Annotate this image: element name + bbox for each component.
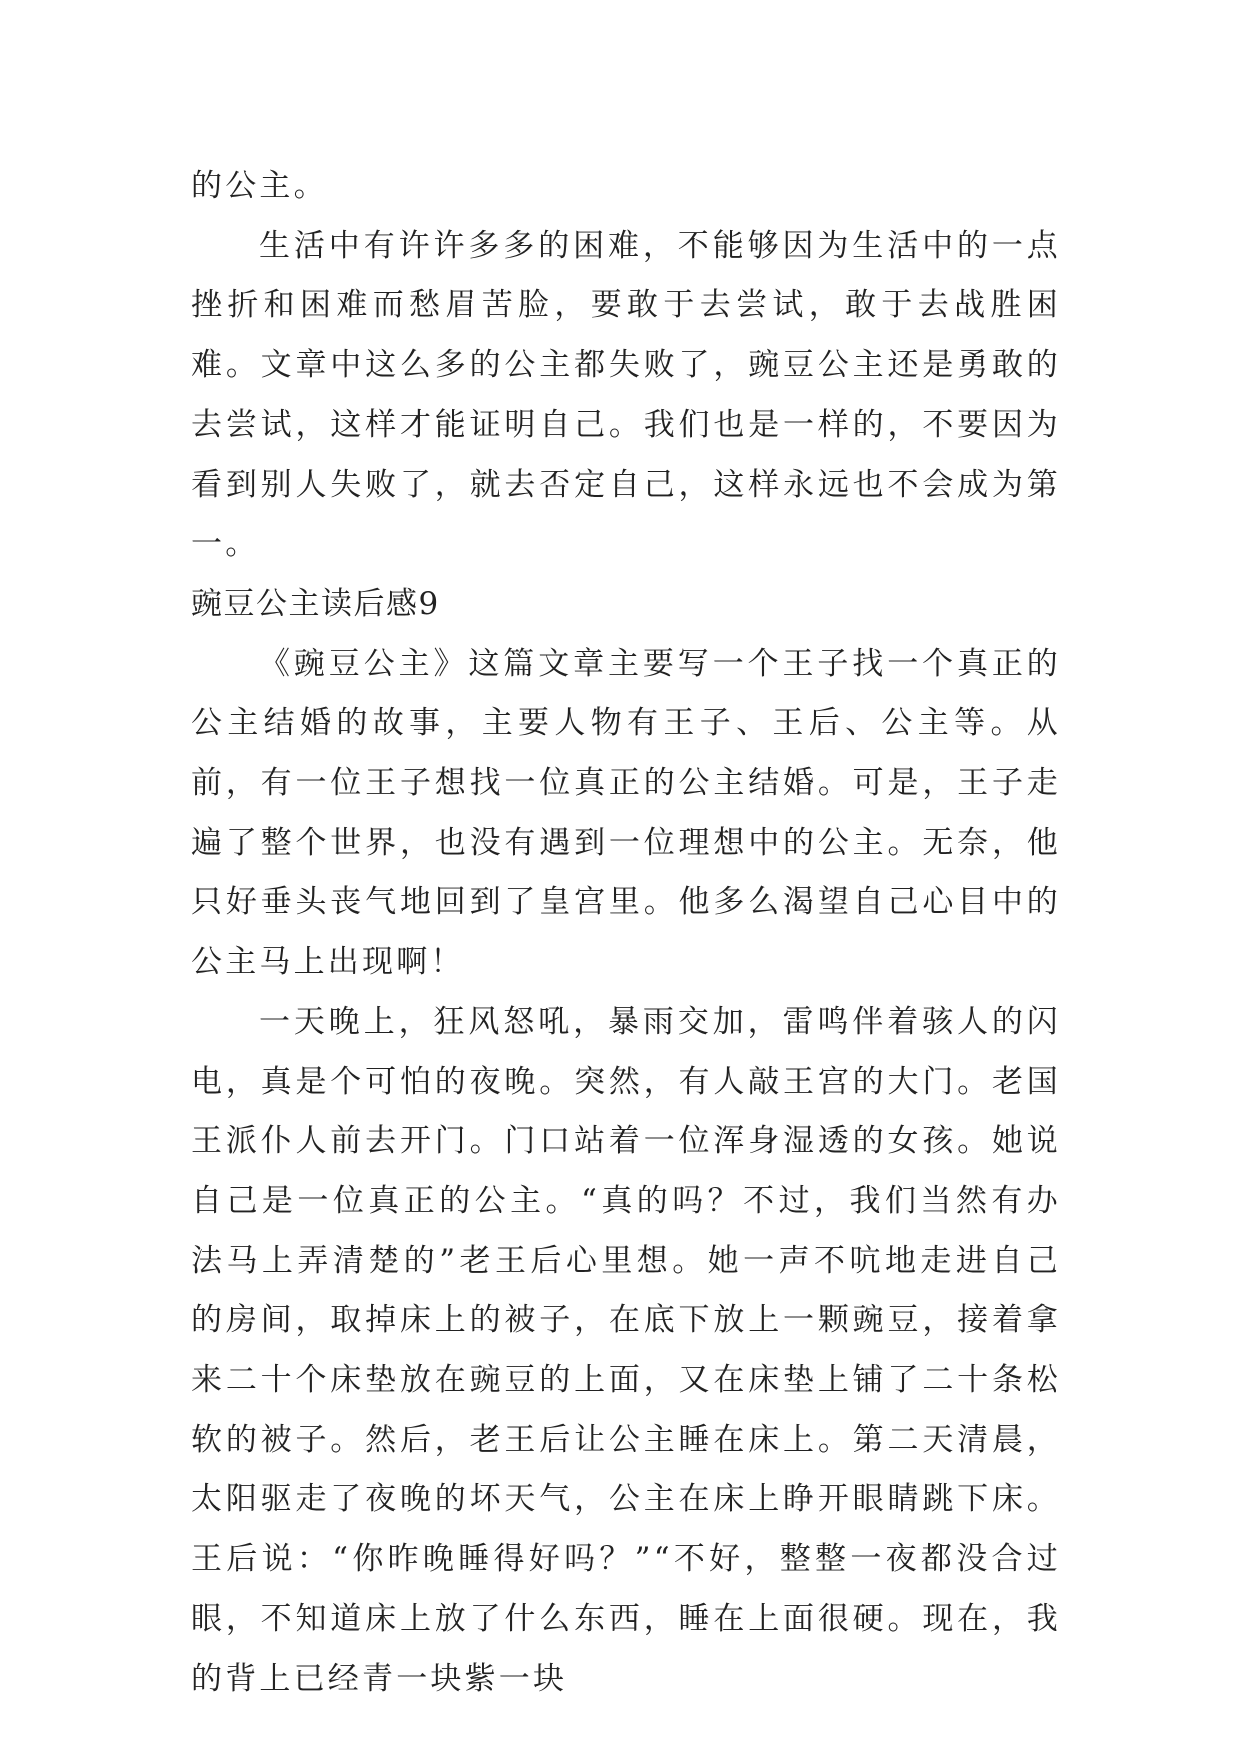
text-fragment: 的公主。: [191, 168, 328, 204]
document-body: [191, 157, 1061, 1709]
paragraph-story-intro: 《豌豆公主》这篇文章主要写一个王子找一个真正的公主结婚的故事，主要人物有王子、王后、公主等。从前，有一位王子想找一位真正的公主结婚。可是，王子走遍了整个世界，也没有遇到一位理想中的公主。无奈，他只好垂头丧气地回到了皇宫里。他多么渴望自己心目中的公主马上出现啊！: [191, 645, 1061, 981]
paragraph-difficulties: 生活中有许许多多的困难，不能够因为生活中的一点挫折和困难而愁眉苦脸，要敢于去尝试，敢于去战胜困难。文章中这么多的公主都失败了，豌豆公主还是勇敢的去尝试，这样才能证明自己。我们也是一样的，不要因为看到别人失败了，就去否定自己，这样永远也不会成为第一。: [191, 227, 1061, 563]
paragraph-stormy-night: 一天晚上，狂风怒吼，暴雨交加，雷鸣伴着骇人的闪电，真是个可怕的夜晚。突然，有人敲王宫的大门。老国王派仆人前去开门。门口站着一位浑身湿透的女孩。她说自己是一位真正的公主。“真的吗？不过，我们当然有办法马上弄清楚的”老王后心里想。她一声不吭地走进自己的房间，取掉床上的被子，在底下放上一颗豌豆，接着拿来二十个床垫放在豌豆的上面，又在床垫上铺了二十条松软的被子。然后，老王后让公主睡在床上。第二天清晨，太阳驱走了夜晚的坏天气，公主在床上睁开眼睛跳下床。王后说：“你昨晚睡得好吗？”“不好，整整一夜都没合过眼，不知道床上放了什么东西，睡在上面很硬。现在，我的背上已经青一块紫一块: [191, 1003, 1061, 1697]
section-heading: 豌豆公主读后感9: [191, 585, 440, 622]
